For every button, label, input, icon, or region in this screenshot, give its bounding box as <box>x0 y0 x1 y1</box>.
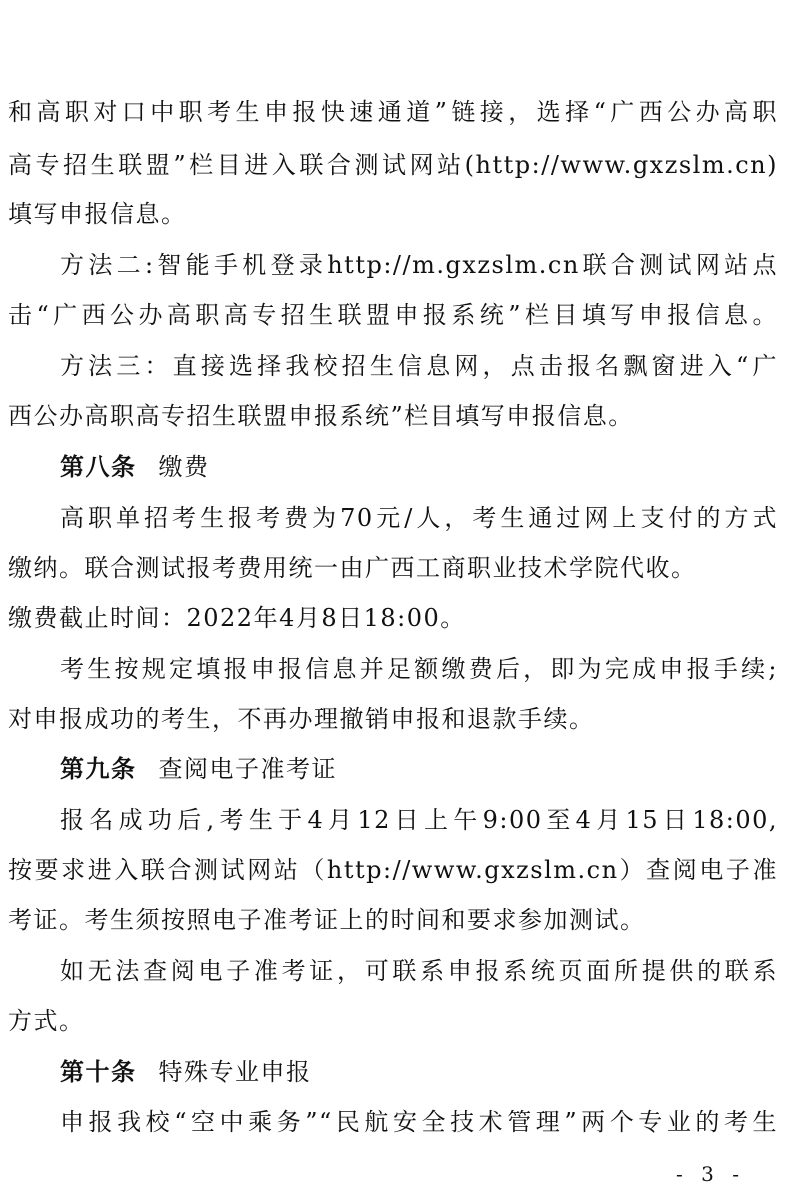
body-line-10: 缴费截止时间：2022年4月8日18:00。 <box>8 604 466 632</box>
body-line-1: 和高职对口中职考生申报快速通道”链接，选择“广西公办高职 <box>8 98 778 126</box>
article-8-heading <box>60 450 210 484</box>
body-line-9: 缴纳。联合测试报考费用统一由广西工商职业技术学院代收。 <box>8 554 697 582</box>
body-line-14: 按要求进入联合测试网站（http://www.gxzslm.cn）查阅电子准 <box>8 856 778 884</box>
body-line-6: 方法三：直接选择我校招生信息网，点击报名飘窗进入“广 <box>60 352 778 380</box>
article-10-heading <box>60 1055 312 1089</box>
article-9-heading <box>60 752 337 786</box>
body-line-17: 方式。 <box>8 1007 85 1035</box>
body-line-15: 考证。考生须按照电子准考证上的时间和要求参加测试。 <box>8 906 646 934</box>
article-9-number: 第九条 <box>60 755 137 783</box>
body-line-7: 西公办高职高专招生联盟申报系统”栏目填写申报信息。 <box>8 402 634 430</box>
body-line-18: 申报我校“空中乘务”“民航安全技术管理”两个专业的考生 <box>60 1108 778 1136</box>
body-line-3: 填写申报信息。 <box>8 200 187 228</box>
page-number: - 3 - <box>676 1162 745 1186</box>
body-line-16: 如无法查阅电子准考证，可联系申报系统页面所提供的联系 <box>60 957 778 985</box>
body-line-12: 对申报成功的考生，不再办理撤销申报和退款手续。 <box>8 705 595 733</box>
body-line-2: 高专招生联盟”栏目进入联合测试网站(http://www.gxzslm.cn) <box>8 151 778 179</box>
body-line-13: 报名成功后,考生于4月12日上午9:00至4月15日18:00, <box>60 806 778 834</box>
article-9-title: 查阅电子准考证 <box>158 755 337 783</box>
body-line-4: 方法二:智能手机登录http://m.gxzslm.cn联合测试网站点 <box>60 251 778 279</box>
article-8-number: 第八条 <box>60 453 137 481</box>
body-line-11: 考生按规定填报申报信息并足额缴费后，即为完成申报手续; <box>60 655 778 683</box>
body-line-5: 击“广西公办高职高专招生联盟申报系统”栏目填写申报信息。 <box>8 301 778 329</box>
article-8-title: 缴费 <box>158 453 210 481</box>
article-10-number: 第十条 <box>60 1058 137 1086</box>
article-10-title: 特殊专业申报 <box>158 1058 312 1086</box>
body-line-8: 高职单招考生报考费为70元/人，考生通过网上支付的方式 <box>60 504 778 532</box>
